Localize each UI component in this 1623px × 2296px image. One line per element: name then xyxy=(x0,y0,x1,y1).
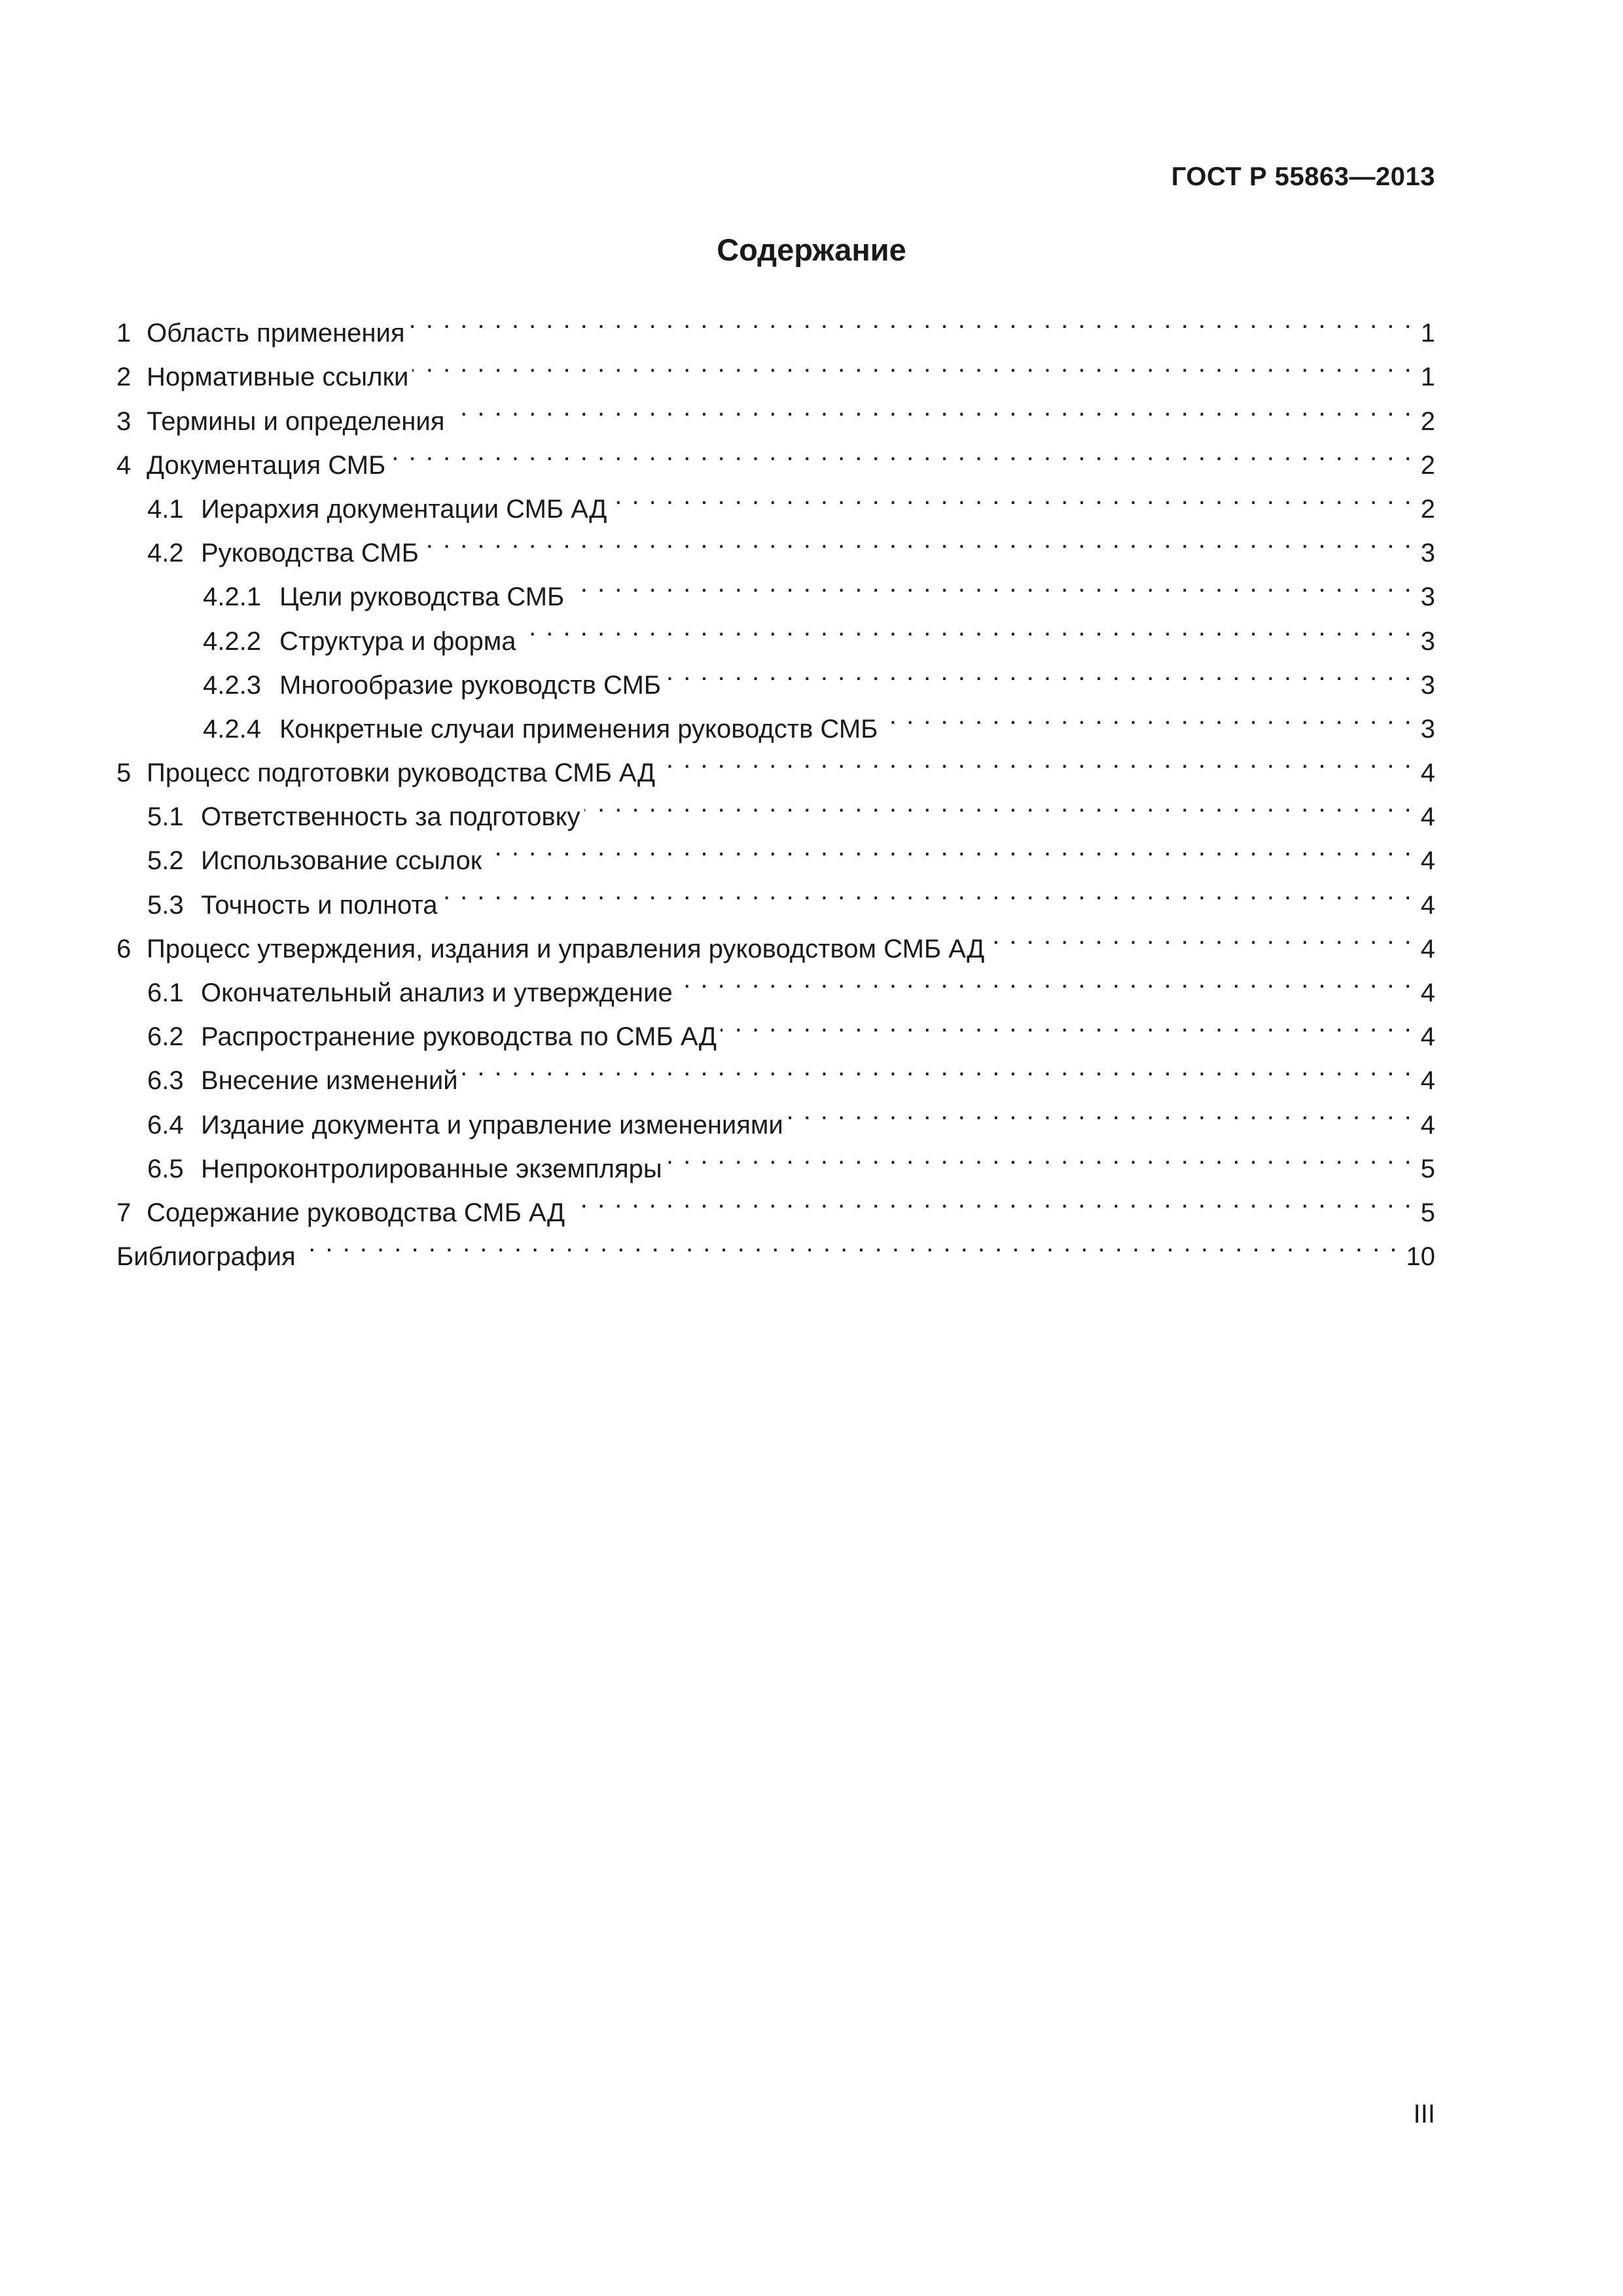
toc-dot-leader xyxy=(568,562,1412,605)
toc-entry-page: 1 xyxy=(1420,319,1435,348)
toc-entry-page: 3 xyxy=(1420,714,1435,744)
toc-dot-leader xyxy=(389,430,1412,474)
toc-dot-leader xyxy=(462,1045,1413,1089)
toc-entry-number: 5.2 xyxy=(147,846,184,876)
toc-entry-title: Распространение руководства по СМБ АД xyxy=(201,1022,717,1052)
toc-entry-title: Иерархия документации СМБ АД xyxy=(201,494,607,524)
toc-dot-leader xyxy=(442,869,1413,913)
toc-entry-page: 3 xyxy=(1420,583,1435,612)
toc-entry-title: Конкретные случаи применения руководств СМБ xyxy=(279,714,878,744)
toc-entry-number: 5 xyxy=(116,759,132,788)
toc-dot-leader xyxy=(486,825,1413,869)
toc-entry-page: 2 xyxy=(1420,450,1435,480)
toc-entry-title: Процесс утверждения, издания и управления руководством СМБ АД xyxy=(147,934,985,963)
toc-title: Содержание xyxy=(717,232,906,267)
toc-dot-leader xyxy=(666,1134,1413,1177)
toc-entry-number: 6.4 xyxy=(147,1110,184,1139)
toc-entry-page: 5 xyxy=(1420,1154,1435,1183)
toc-entry-number: 7 xyxy=(116,1198,132,1227)
toc-entry-page: 1 xyxy=(1420,363,1435,392)
toc-entry-title: Документация СМБ xyxy=(147,450,386,480)
toc-entry-title: Нормативные ссылки xyxy=(147,363,409,392)
toc-entry-page: 10 xyxy=(1406,1242,1435,1272)
toc-entry-page: 4 xyxy=(1420,934,1435,963)
toc-entry-number: 4.1 xyxy=(147,494,184,524)
toc-dot-leader xyxy=(423,518,1413,562)
toc-entry-title: Точность и полнота xyxy=(201,890,438,920)
toc-entry-number: 6.3 xyxy=(147,1066,184,1096)
toc-dot-leader xyxy=(409,298,1413,342)
toc-entry-page: 4 xyxy=(1420,1110,1435,1139)
toc-entry-title: Ответственность за подготовку xyxy=(201,802,580,832)
toc-dot-leader xyxy=(584,781,1413,825)
toc-entry[interactable] xyxy=(116,298,1435,348)
toc-dot-leader xyxy=(665,650,1413,694)
toc-dot-leader xyxy=(721,1001,1413,1045)
toc-dot-leader xyxy=(412,342,1412,386)
toc-dot-leader xyxy=(569,1177,1413,1221)
toc-entry-title: Процесс подготовки руководства СМБ АД xyxy=(147,759,656,788)
toc-entry-page: 5 xyxy=(1420,1198,1435,1227)
toc-entry-number: 2 xyxy=(116,363,132,392)
toc-entry-title: Непроконтролированные экземпляры xyxy=(201,1154,662,1183)
toc-entry-page: 3 xyxy=(1420,539,1435,568)
toc-entry-page: 4 xyxy=(1420,802,1435,832)
toc-entry-title: Структура и форма xyxy=(279,626,516,656)
toc-entry-page: 2 xyxy=(1420,406,1435,436)
toc-entry-title: Использование ссылок xyxy=(201,846,482,876)
toc-entry-number: 6 xyxy=(116,934,132,963)
toc-entry-number: 4.2 xyxy=(147,539,184,568)
page-number: III xyxy=(1413,2100,1435,2128)
toc-entry-number: 1 xyxy=(116,319,132,348)
toc-entry-page: 4 xyxy=(1420,759,1435,788)
toc-entry-number: 4 xyxy=(116,450,132,480)
toc-entry-page: 4 xyxy=(1420,846,1435,876)
toc-entry-number: 3 xyxy=(116,406,132,436)
toc-entry-title: Термины и определения xyxy=(147,406,445,436)
toc-entry-number: 5.1 xyxy=(147,802,184,832)
toc-dot-leader xyxy=(787,1089,1413,1133)
toc-entry-page: 4 xyxy=(1420,978,1435,1007)
toc-dot-leader xyxy=(300,1221,1399,1265)
toc-entry-title: Руководства СМБ xyxy=(201,539,419,568)
toc-entry-number: 5.3 xyxy=(147,890,184,920)
toc-entry-number: 4.2.2 xyxy=(203,626,261,656)
standard-code: ГОСТ Р 55863—2013 xyxy=(1171,162,1435,191)
toc-dot-leader xyxy=(659,738,1413,781)
toc-entry-page: 3 xyxy=(1420,670,1435,700)
toc-dot-leader xyxy=(520,605,1412,649)
toc-entry-title: Цели руководства СМБ xyxy=(279,583,565,612)
table-of-contents xyxy=(116,298,1435,1272)
toc-entry-title: Библиография xyxy=(116,1242,296,1272)
toc-entry-page: 4 xyxy=(1420,1066,1435,1096)
toc-entry-title: Содержание руководства СМБ АД xyxy=(147,1198,565,1227)
toc-entry-number: 4.2.4 xyxy=(203,714,261,744)
toc-dot-leader xyxy=(448,386,1412,429)
toc-entry-page: 2 xyxy=(1420,494,1435,524)
toc-entry-number: 6.2 xyxy=(147,1022,184,1052)
toc-entry-page: 3 xyxy=(1420,626,1435,656)
toc-dot-leader xyxy=(677,958,1413,1001)
toc-dot-leader xyxy=(882,694,1412,738)
toc-entry-title: Многообразие руководств СМБ xyxy=(279,670,662,700)
toc-dot-leader xyxy=(611,474,1412,518)
toc-entry-page: 4 xyxy=(1420,890,1435,920)
toc-entry-page: 4 xyxy=(1420,1022,1435,1052)
toc-entry[interactable] xyxy=(116,1221,1435,1272)
toc-entry-number: 6.5 xyxy=(147,1154,184,1183)
toc-dot-leader xyxy=(988,914,1412,958)
toc-entry-title: Окончательный анализ и утверждение xyxy=(201,978,673,1007)
toc-entry-number: 6.1 xyxy=(147,978,184,1007)
toc-entry-number: 4.2.3 xyxy=(203,670,261,700)
toc-entry-title: Издание документа и управление изменениями xyxy=(201,1110,783,1139)
toc-entry-title: Область применения xyxy=(147,319,405,348)
toc-entry-title: Внесение изменений xyxy=(201,1066,458,1096)
toc-entry-number: 4.2.1 xyxy=(203,583,261,612)
